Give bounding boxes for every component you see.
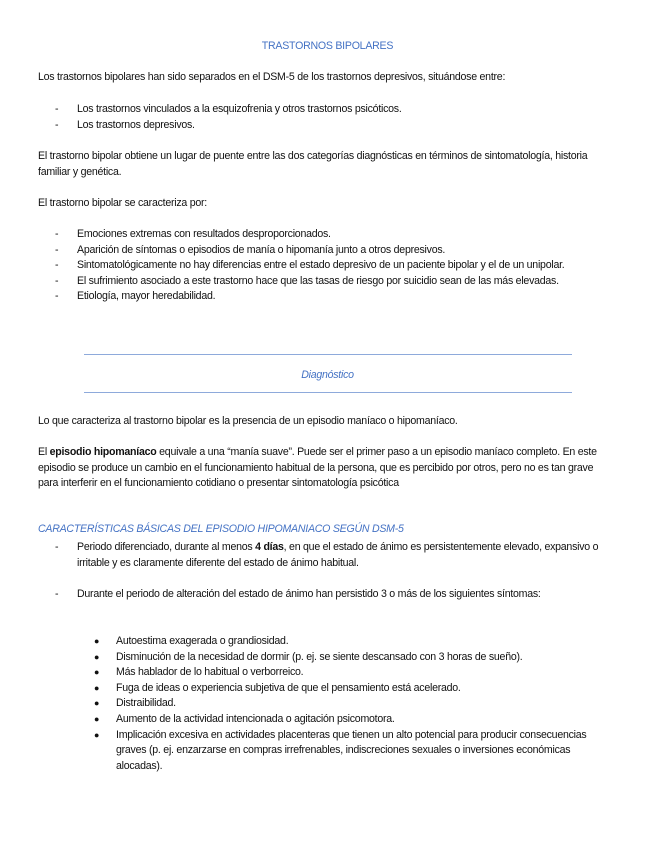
dash-marker: - — [55, 274, 59, 287]
characterized-paragraph: El trastorno bipolar se caracteriza por: — [38, 197, 207, 209]
bullet-marker: ● — [94, 729, 100, 740]
list-item: ● Disminución de la necesidad de dormir (p. ej. se siente descansado con 3 horas de sueño). — [94, 650, 599, 666]
list-item: - Sintomatológicamente no hay diferencias entre el estado depresivo de un paciente bipolar y el de un unipolar. — [55, 258, 610, 274]
list-item: ● Implicación excesiva en actividades placenteras que tienen un alto potencial para producir consecuencias graves (p. ej. enzarzarse en compras irrefrenables, indiscreciones sexuales o inversiones económicas alocadas). — [94, 728, 587, 772]
bullet-marker: ● — [94, 682, 100, 693]
dash-marker: - — [55, 259, 59, 272]
list-item: - Aparición de síntomas o episodios de manía o hipomanía junto a otros depresivos. — [55, 243, 610, 259]
bottom-divider — [84, 392, 572, 393]
dash-marker: - — [55, 103, 59, 115]
hypomanic-paragraph: El episodio hipomaníaco equivale a una “manía suave”. Puede ser el primer paso a un episodio maníaco completo. En este episodio se produce un cambio en el funcionamiento habitual de la persona, que es percibido por otros, pero no es tan grave para interferir en el funcionamiento cotidiano o presentar sintomatología psicótica — [38, 446, 597, 490]
list-item: - Etiología, mayor heredabilidad. — [55, 289, 610, 305]
dash-marker: - — [55, 587, 59, 600]
intro-paragraph: Los trastornos bipolares han sido separados en el DSM-5 de los trastornos depresivos, situándose entre: — [38, 71, 506, 83]
separation-list — [55, 102, 610, 133]
bullet-marker: ● — [94, 667, 100, 678]
presence-paragraph: Lo que caracteriza al trastorno bipolar es la presencia de un episodio maníaco o hipomaníaco. — [38, 415, 458, 427]
list-item: ● Distraibilidad. — [94, 696, 599, 712]
bullet-marker: ● — [94, 651, 100, 662]
list-item: ● Aumento de la actividad intencionada o agitación psicomotora. — [94, 712, 599, 728]
criteria-list — [55, 540, 610, 602]
dash-marker: - — [55, 243, 59, 256]
characteristics-list — [55, 227, 610, 305]
list-item: ● Más hablador de lo habitual o verborreico. — [94, 665, 599, 681]
bold-term: episodio hipomaníaco — [49, 446, 157, 458]
top-divider — [84, 354, 572, 355]
document-title: TRASTORNOS BIPOLARES — [261, 40, 394, 52]
criteria-subheading: CARACTERÍSTICAS BÁSICAS DEL EPISODIO HIPOMANIACO SEGÚN DSM-5 — [38, 523, 404, 535]
list-item: - Periodo diferenciado, durante al menos 4 días, en que el estado de ánimo es persistentemente elevado, expansivo o irritable y es claramente diferente del estado de ánimo habitual. — [55, 541, 599, 569]
section-heading-diagnostico: Diagnóstico — [301, 369, 354, 381]
list-item: - Durante el periodo de alteración del estado de ánimo han persistido 3 o más de los siguientes síntomas: — [55, 587, 610, 603]
dash-marker: - — [55, 118, 59, 131]
list-item: - Los trastornos vinculados a la esquizofrenia y otros trastornos psicóticos. — [55, 102, 610, 118]
bold-duration: 4 días — [255, 541, 284, 553]
list-item: - Los trastornos depresivos. — [55, 118, 610, 134]
dash-marker: - — [55, 290, 59, 303]
list-item: ● Autoestima exagerada o grandiosidad. — [94, 634, 599, 650]
list-item: - Emociones extremas con resultados desproporcionados. — [55, 227, 610, 243]
dash-marker: - — [55, 228, 59, 240]
symptoms-list — [94, 634, 599, 774]
bridge-paragraph: El trastorno bipolar obtiene un lugar de puente entre las dos categorías diagnósticas en términos de sintomatología, historia familiar y genética. — [38, 150, 588, 178]
bullet-marker: ● — [94, 713, 100, 724]
list-item: ● Fuga de ideas o experiencia subjetiva de que el pensamiento está acelerado. — [94, 681, 599, 697]
bullet-marker: ● — [94, 698, 100, 709]
dash-marker: - — [55, 541, 59, 553]
bullet-marker: ● — [94, 636, 100, 646]
list-item: - El sufrimiento asociado a este trastorno hace que las tasas de riesgo por suicidio sean de las más elevadas. — [55, 274, 610, 290]
